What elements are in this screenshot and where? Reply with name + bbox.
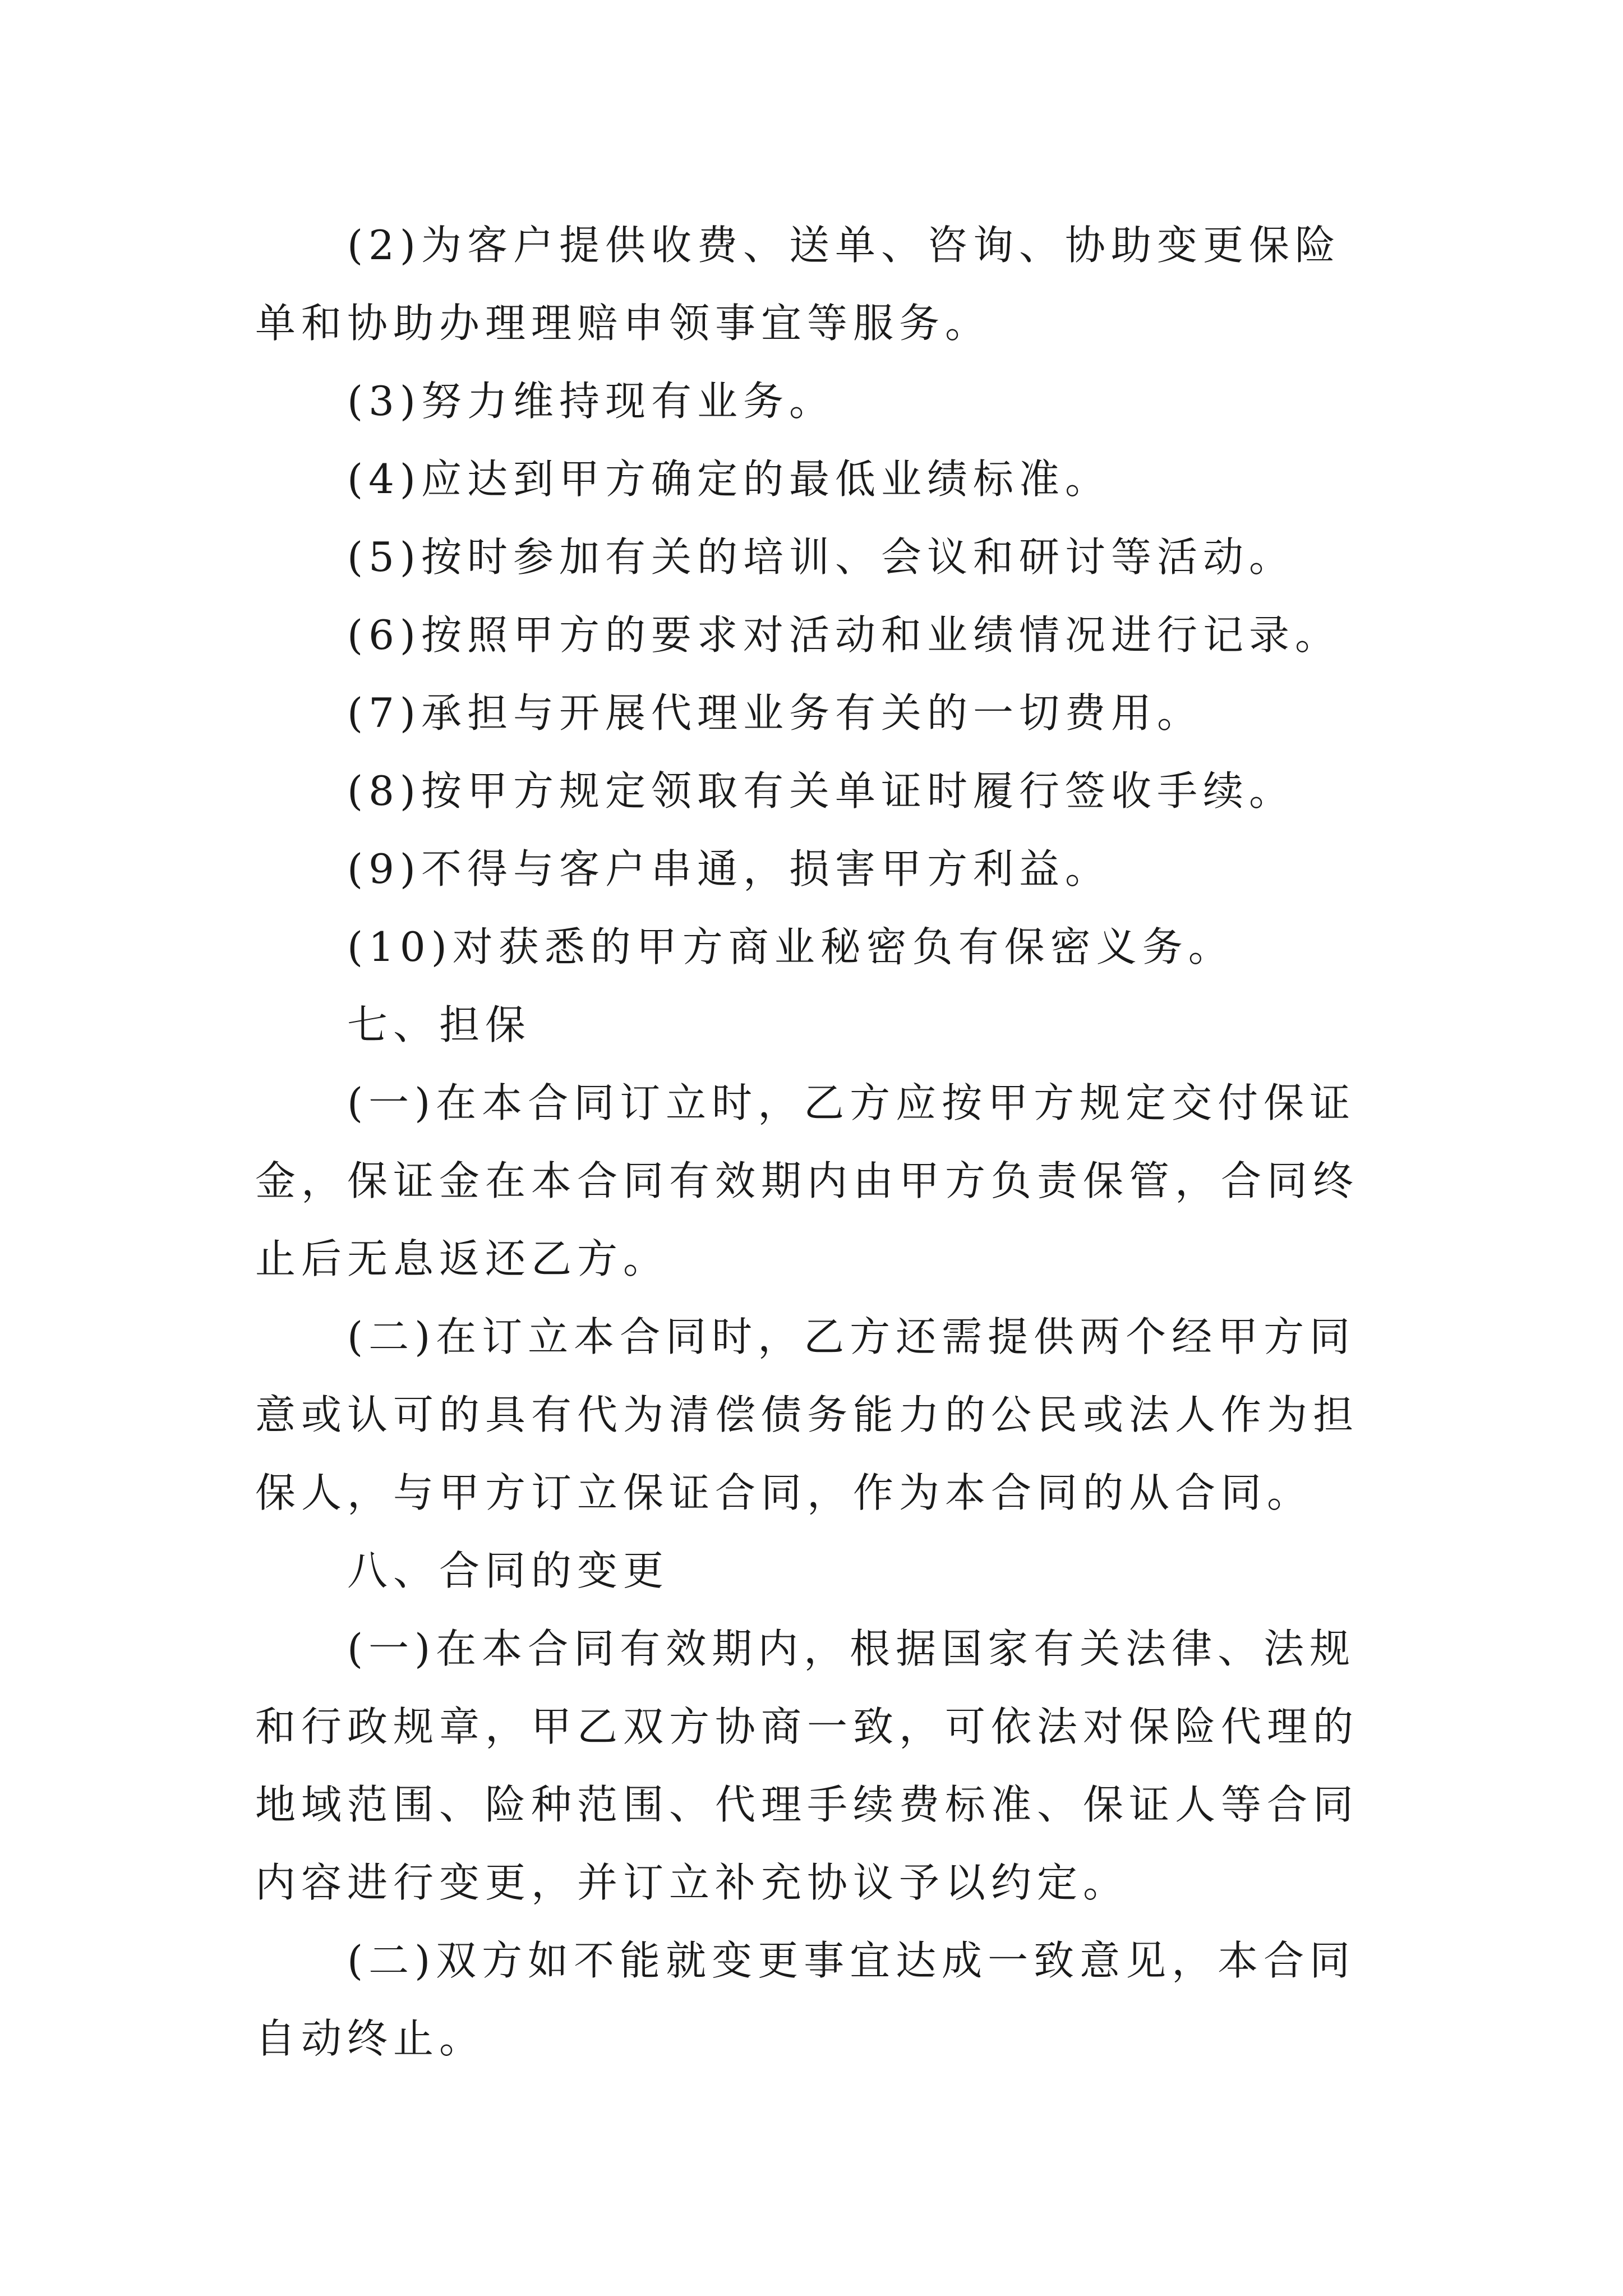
document-body bbox=[255, 206, 1377, 2078]
change-clause-2: (二)双方如不能就变更事宜达成一致意见，本合同自动终止。 bbox=[255, 1937, 1356, 2062]
clause-item-10: (10)对获悉的甲方商业秘密负有保密义务。 bbox=[347, 923, 1234, 970]
change-clause-1: (一)在本合同有效期内，根据国家有关法律、法规和行政规章，甲乙双方协商一致，可依法对保险代理的地域范围、险种范围、代理手续费标准、保证人等合同内容进行变更，并订立补充协议予以约定。 bbox=[255, 1625, 1359, 1906]
section-heading-guarantee: 七、担保 bbox=[347, 1001, 532, 1048]
clause-item-5: (5)按时参加有关的培训、会议和研讨等活动。 bbox=[347, 533, 1295, 581]
guarantee-clause-1: (一)在本合同订立时，乙方应按甲方规定交付保证金，保证金在本合同有效期内由甲方负责保管，合同终止后无息返还乙方。 bbox=[255, 1079, 1359, 1282]
clause-item-9: (9)不得与客户串通，损害甲方利益。 bbox=[347, 845, 1111, 892]
clause-item-3: (3)努力维持现有业务。 bbox=[347, 378, 835, 425]
clause-item-4: (4)应达到甲方确定的最低业绩标准。 bbox=[347, 455, 1111, 503]
section-heading-contract-change: 八、合同的变更 bbox=[347, 1547, 670, 1594]
guarantee-clause-2: (二)在订立本合同时，乙方还需提供两个经甲方同意或认可的具有代为清偿债务能力的公民或法人作为担保人，与甲方订立保证合同，作为本合同的从合同。 bbox=[255, 1313, 1359, 1516]
clause-item-2: (2)为客户提供收费、送单、咨询、协助变更保险单和协助办理理赔申领事宜等服务。 bbox=[255, 222, 1341, 347]
clause-item-8: (8)按甲方规定领取有关单证时履行签收手续。 bbox=[347, 767, 1295, 815]
clause-item-7: (7)承担与开展代理业务有关的一切费用。 bbox=[347, 689, 1203, 737]
clause-item-6: (6)按照甲方的要求对活动和业绩情况进行记录。 bbox=[347, 611, 1341, 659]
